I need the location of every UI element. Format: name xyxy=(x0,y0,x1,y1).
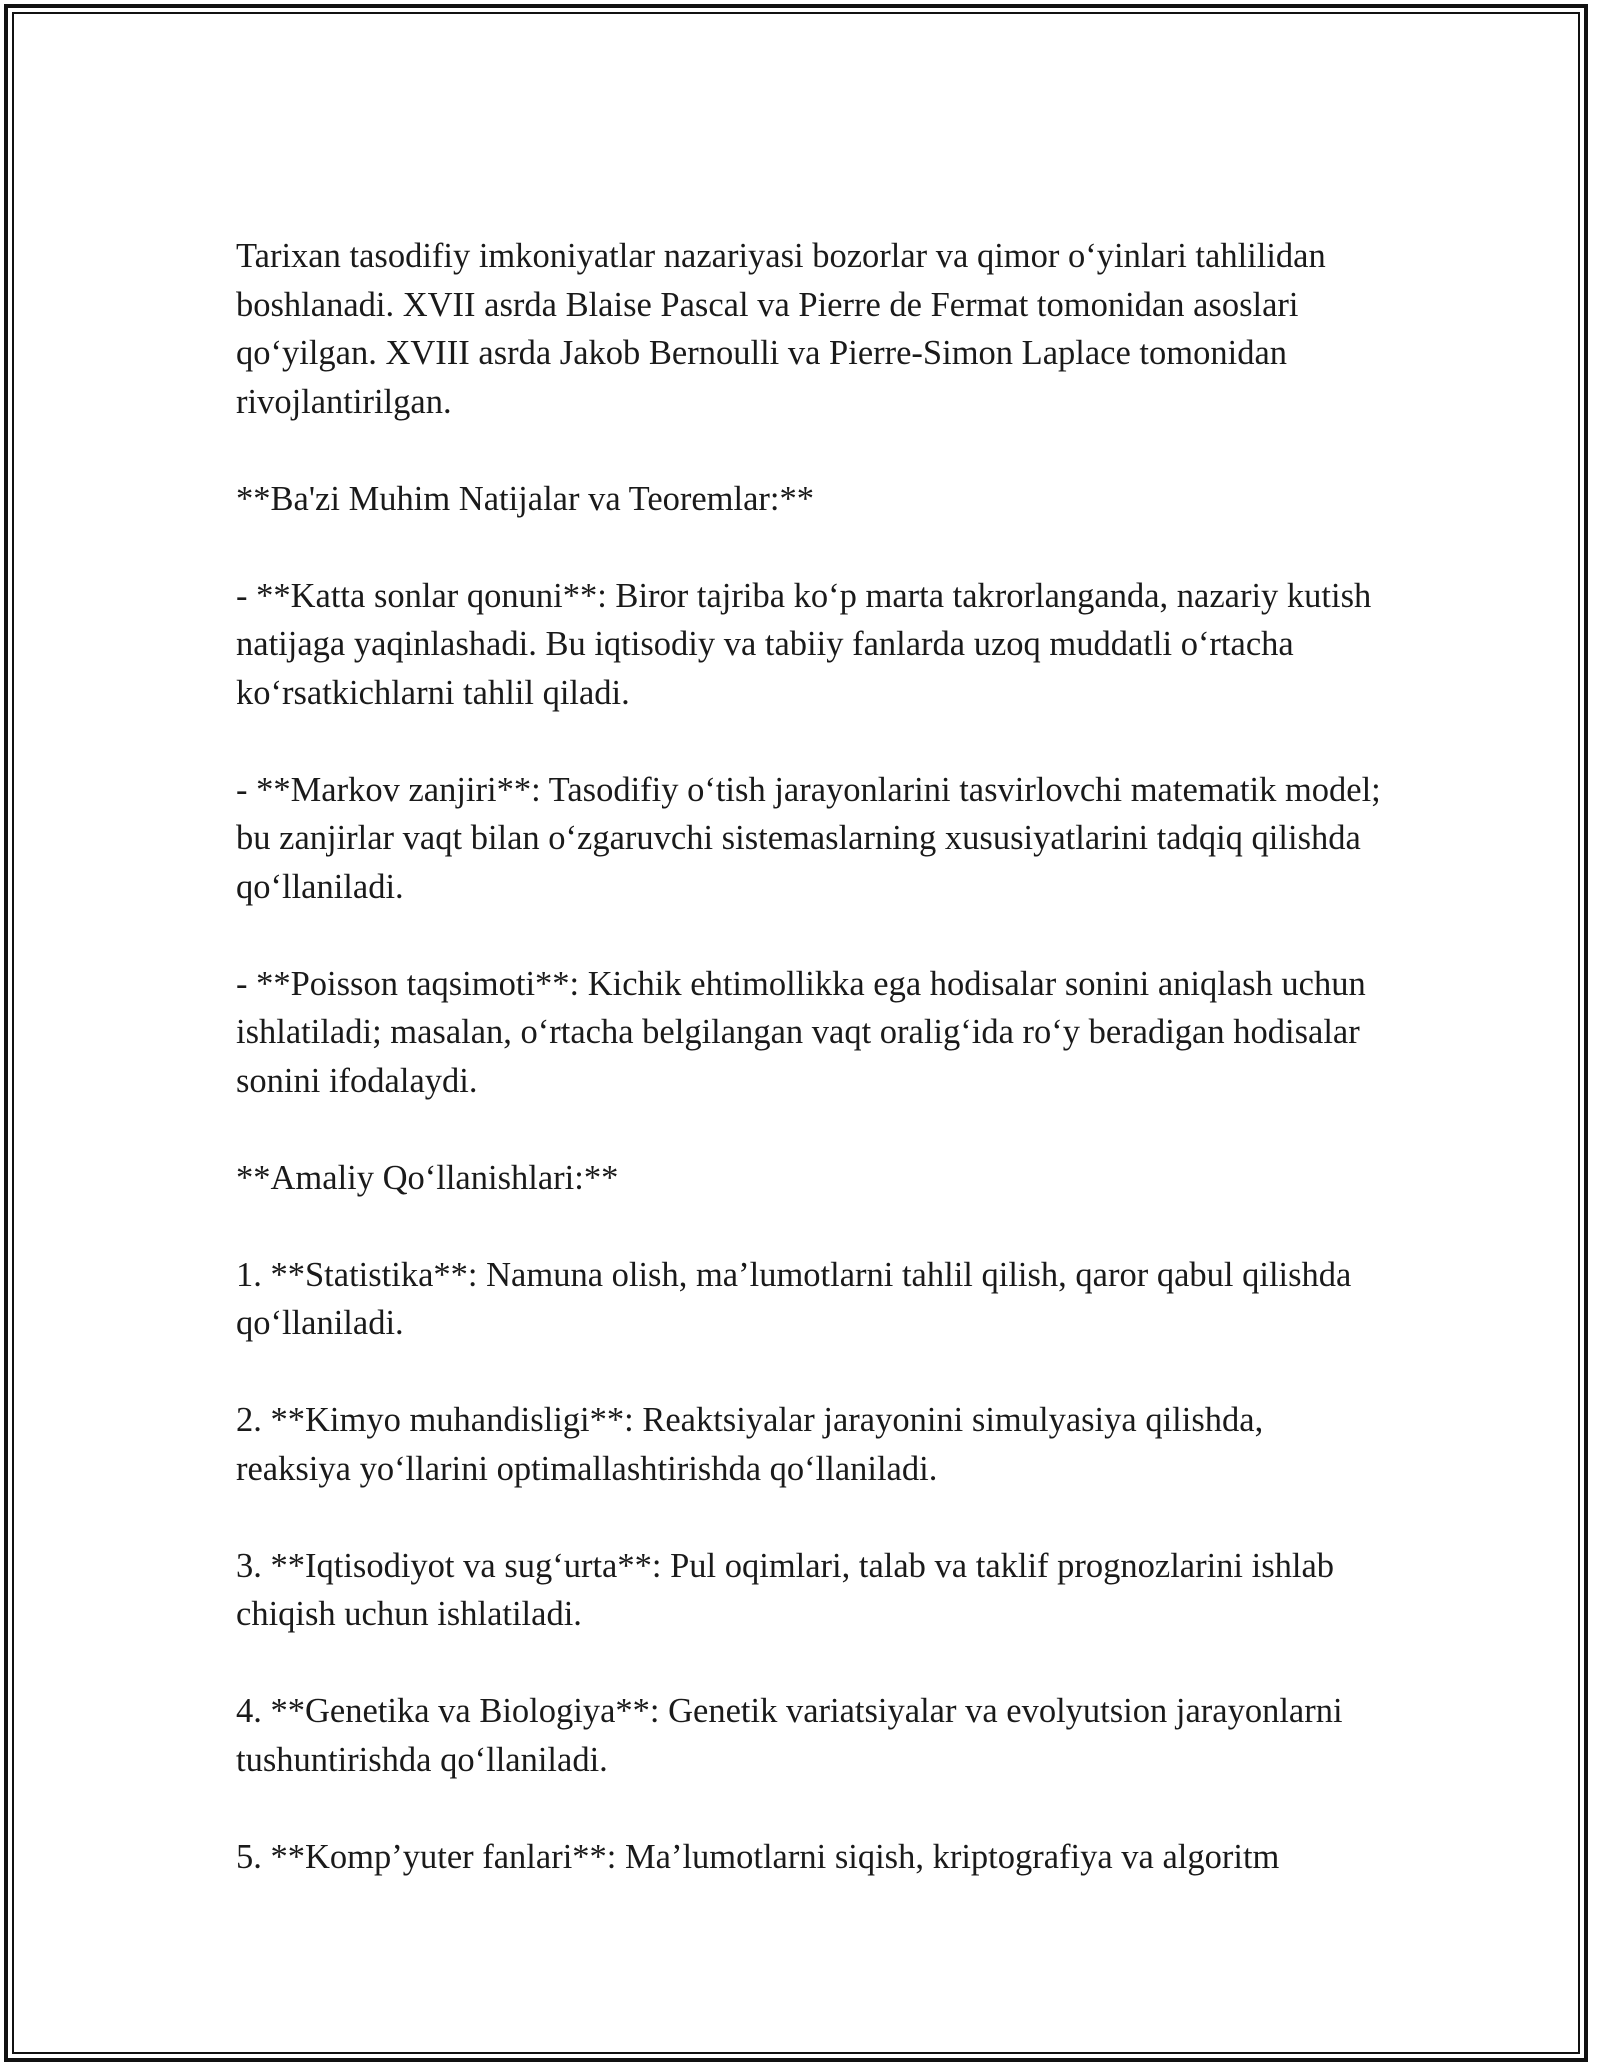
list-item-statistics: 1. **Statistika**: Namuna olish, ma’lumotlarni tahlil qilish, qaror qabul qilishda qo‘llaniladi. xyxy=(236,1255,1352,1342)
list-item-markov-chain: - **Markov zanjiri**: Tasodifiy o‘tish jarayonlarini tasvirlovchi matematik model; bu zanjirlar vaqt bilan o‘zgaruvchi sistemaslarning xususiyatlarini tadqiq qilishda qo‘llaniladi. xyxy=(236,770,1381,906)
list-item-economics-insurance: 3. **Iqtisodiyot va sug‘urta**: Pul oqimlari, talab va taklif prognozlarini ishlab chiqish uchun ishlatiladi. xyxy=(236,1546,1335,1633)
list-item-law-of-large-numbers: - **Katta sonlar qonuni**: Biror tajriba ko‘p marta takrorlanganda, nazariy kutish natijaga yaqinlashadi. Bu iqtisodiy va tabiiy fanlarda uzoq muddatli o‘rtacha ko‘rsatkichlarni tahlil qiladi. xyxy=(236,576,1372,712)
list-item-computer-science: 5. **Komp’yuter fanlari**: Ma’lumotlarni siqish, kriptografiya va algoritm xyxy=(236,1837,1280,1876)
list-item-poisson-distribution: - **Poisson taqsimoti**: Kichik ehtimollikka ega hodisalar sonini aniqlash uchun ishlatiladi; masalan, o‘rtacha belgilangan vaqt oralig‘ida ro‘y beradigan hodisalar sonini ifodalaydi. xyxy=(236,964,1366,1100)
section-heading-results: **Ba'zi Muhim Natijalar va Teoremlar:** xyxy=(236,479,814,518)
list-item-chemical-engineering: 2. **Kimyo muhandisligi**: Reaktsiyalar jarayonini simulyasiya qilishda, reaksiya yo‘llarini optimallashtirishda qo‘llaniladi. xyxy=(236,1401,1264,1488)
document-body xyxy=(236,232,1386,1881)
list-item-genetics-biology: 4. **Genetika va Biologiya**: Genetik variatsiyalar va evolyutsion jarayonlarni tushuntirishda qo‘llaniladi. xyxy=(236,1692,1343,1779)
intro-paragraph: Tarixan tasodifiy imkoniyatlar nazariyasi bozorlar va qimor o‘yinlari tahlilidan boshlanadi. XVII asrda Blaise Pascal va Pierre de Fermat tomonidan asoslari qo‘yilgan. XVIII asrda Jakob Bernoulli va Pierre-Simon Laplace tomonidan rivojlantirilgan. xyxy=(236,237,1326,421)
section-heading-applications: **Amaliy Qo‘llanishlari:** xyxy=(236,1158,619,1197)
